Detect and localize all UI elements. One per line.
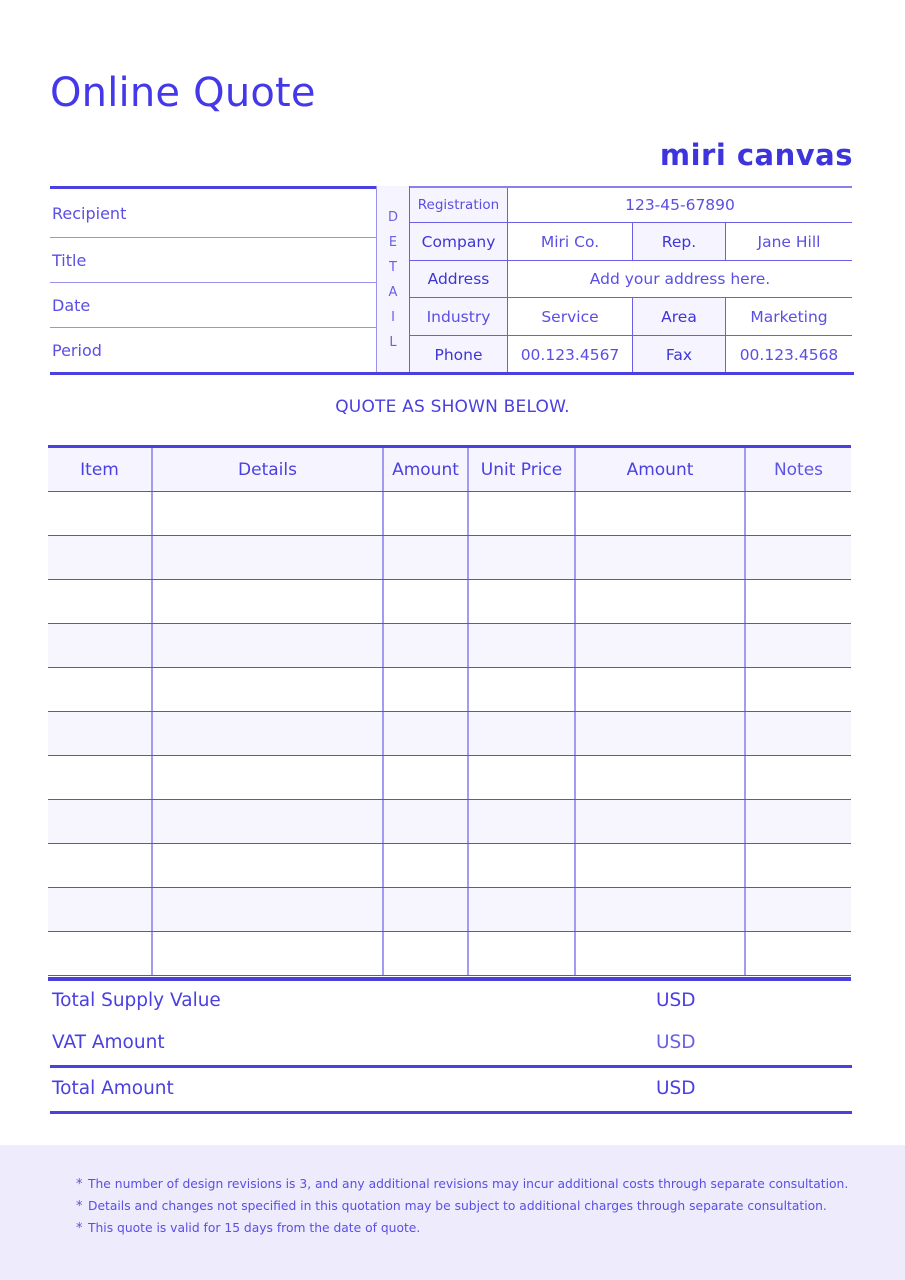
table-header-row [48,448,851,492]
note-text: The number of design revisions is 3, and any additional revisions may incur additional costs through separate consultation. [88,1177,849,1191]
cell-details[interactable] [153,712,384,755]
industry-label: Industry [410,298,508,335]
cell-quantity[interactable] [384,668,469,711]
table-row [48,536,851,580]
fax-value[interactable]: 00.123.4568 [739,345,839,364]
cell-details[interactable] [153,888,384,931]
area-value[interactable]: Marketing [750,307,828,326]
items-table [48,445,851,981]
cell-item[interactable] [48,800,153,843]
address-value[interactable]: Add your address here. [589,270,771,288]
cell-details[interactable] [153,844,384,887]
cell-item[interactable] [48,888,153,931]
table-row [48,932,851,976]
cell-item[interactable] [48,844,153,887]
table-row [48,756,851,800]
cell-unit-price[interactable] [469,668,576,711]
table-row [48,888,851,932]
note-text: This quote is valid for 15 days from the date of quote. [88,1221,421,1235]
cell-item[interactable] [48,624,153,667]
cell-quantity[interactable] [384,624,469,667]
total-supply-label: Total Supply Value [52,990,221,1011]
cell-item[interactable] [48,756,153,799]
company-label: Company [410,223,508,260]
cell-notes[interactable] [746,580,851,623]
cell-unit-price[interactable] [469,492,576,535]
vat-label: VAT Amount [52,1032,165,1053]
title-label: Title [52,250,87,270]
phone-value[interactable]: 00.123.4567 [508,336,633,373]
detail-vertical-label [376,186,410,374]
cell-item[interactable] [48,932,153,975]
detail-letter: A [388,284,398,300]
fax-label: Fax [633,336,726,373]
cell-unit-price[interactable] [469,712,576,755]
asterisk-icon: * [76,1177,83,1192]
cell-amount[interactable] [576,624,746,667]
cell-amount[interactable] [576,712,746,755]
cell-notes[interactable] [746,888,851,931]
cell-unit-price[interactable] [469,800,576,843]
cell-notes[interactable] [746,668,851,711]
cell-item[interactable] [48,536,153,579]
asterisk-icon: * [76,1221,83,1236]
note-item [76,1199,827,1214]
recipient-label: Recipient [52,203,127,223]
vat-currency[interactable]: USD [656,1032,696,1053]
divider [50,1111,852,1114]
note-item [76,1177,848,1192]
note-item [76,1221,420,1236]
table-row [48,800,851,844]
cell-amount[interactable] [576,844,746,887]
cell-quantity[interactable] [384,536,469,579]
cell-details[interactable] [153,800,384,843]
cell-notes[interactable] [746,492,851,535]
asterisk-icon: * [76,1199,83,1214]
cell-unit-price[interactable] [469,888,576,931]
column-header-notes: Notes [773,459,824,480]
table-row [48,668,851,712]
cell-item[interactable] [48,668,153,711]
detail-letter: I [391,309,395,325]
quote-heading: QUOTE AS SHOWN BELOW. [335,397,570,417]
cell-amount[interactable] [576,492,746,535]
footer-notes [0,1145,905,1280]
column-header-item: Item [48,448,153,491]
cell-notes[interactable] [746,624,851,667]
cell-unit-price[interactable] [469,844,576,887]
cell-amount[interactable] [576,800,746,843]
note-text: Details and changes not specified in this quotation may be subject to additional charges through separate consultation. [88,1199,827,1213]
company-value[interactable]: Miri Co. [508,223,633,260]
cell-unit-price[interactable] [469,624,576,667]
registration-label: Registration [410,188,508,222]
registration-value[interactable]: 123-45-67890 [625,196,735,214]
rep-label: Rep. [633,223,726,260]
detail-letter: L [389,334,397,350]
cell-quantity[interactable] [384,800,469,843]
cell-quantity[interactable] [384,844,469,887]
cell-item[interactable] [48,580,153,623]
brand-logo: miri canvas [659,138,853,172]
detail-letter: E [388,234,398,250]
table-body [48,492,851,976]
industry-value[interactable]: Service [508,298,633,335]
phone-row [410,336,852,373]
cell-details[interactable] [153,668,384,711]
cell-quantity[interactable] [384,712,469,755]
divider [50,1065,852,1068]
info-block [50,186,852,374]
cell-amount[interactable] [576,756,746,799]
cell-unit-price[interactable] [469,756,576,799]
total-supply-currency[interactable]: USD [656,990,696,1011]
cell-details[interactable] [153,932,384,975]
table-row [48,624,851,668]
cell-quantity[interactable] [384,888,469,931]
cell-item[interactable] [48,492,153,535]
cell-notes[interactable] [746,932,851,975]
rep-value[interactable]: Jane Hill [757,232,821,251]
detail-letter: T [389,259,397,275]
total-amount-currency[interactable]: USD [656,1078,696,1099]
title-field[interactable] [50,238,376,283]
divider [48,977,851,981]
cell-details[interactable] [153,624,384,667]
cell-amount[interactable] [576,536,746,579]
cell-amount[interactable] [576,932,746,975]
date-field[interactable] [50,283,376,328]
cell-amount[interactable] [576,888,746,931]
cell-notes[interactable] [746,756,851,799]
company-details-table [410,186,852,374]
cell-quantity[interactable] [384,492,469,535]
cell-unit-price[interactable] [469,536,576,579]
table-row [48,844,851,888]
period-field[interactable] [50,328,376,372]
table-row [48,712,851,756]
cell-amount[interactable] [576,580,746,623]
period-label: Period [52,340,102,360]
area-label: Area [633,298,726,335]
column-header-unit-price: Unit Price [469,448,576,491]
cell-unit-price[interactable] [469,932,576,975]
recipient-field[interactable] [50,189,376,238]
table-row [48,580,851,624]
cell-notes[interactable] [746,800,851,843]
cell-item[interactable] [48,712,153,755]
detail-letter: D [387,209,398,225]
cell-notes[interactable] [746,536,851,579]
address-label: Address [410,261,508,297]
phone-label: Phone [410,336,508,373]
company-row [410,223,852,261]
cell-amount[interactable] [576,668,746,711]
total-amount-label: Total Amount [52,1078,174,1099]
registration-row [410,188,852,223]
cell-quantity[interactable] [384,756,469,799]
divider [50,372,854,375]
cell-details[interactable] [153,756,384,799]
cell-notes[interactable] [746,844,851,887]
cell-details[interactable] [153,580,384,623]
column-header-amount: Amount [576,448,746,491]
column-header-quantity: Amount [384,448,469,491]
cell-quantity[interactable] [384,580,469,623]
column-header-details: Details [153,448,384,491]
cell-notes[interactable] [746,712,851,755]
address-row [410,261,852,298]
table-row [48,492,851,536]
cell-unit-price[interactable] [469,580,576,623]
page-title: Online Quote [50,70,316,116]
date-label: Date [52,295,91,315]
cell-details[interactable] [153,492,384,535]
industry-row [410,298,852,336]
cell-quantity[interactable] [384,932,469,975]
cell-details[interactable] [153,536,384,579]
